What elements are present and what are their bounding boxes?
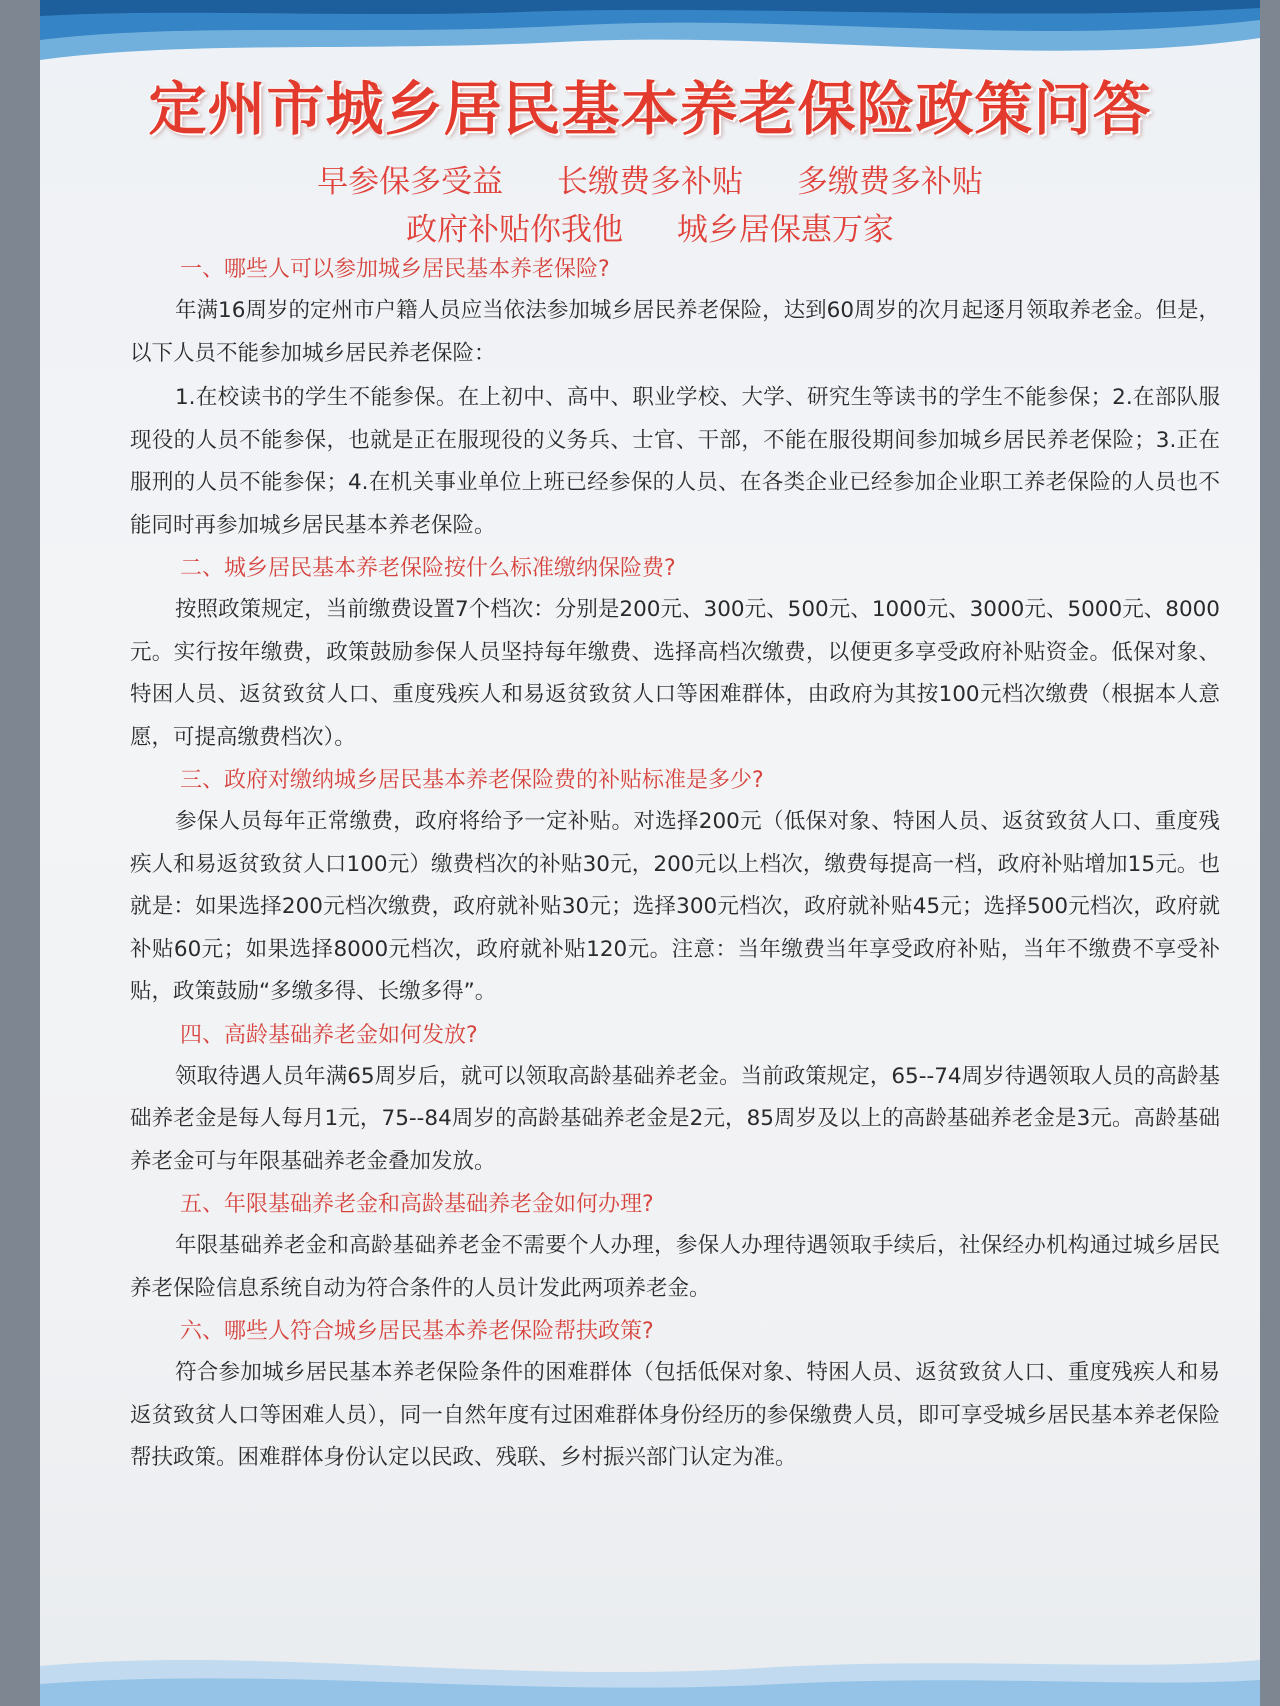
question-heading: 一、哪些人可以参加城乡居民基本养老保险? <box>180 257 610 282</box>
page-title: 定州市城乡居民基本养老保险政策问答 <box>148 75 1152 143</box>
bottom-wave-decoration <box>40 1636 1260 1706</box>
question-heading: 三、政府对缴纳城乡居民基本养老保险费的补贴标准是多少? <box>180 768 764 793</box>
slogan-item: 长缴费多补贴 <box>557 164 743 200</box>
answer-paragraph: 按照政策规定，当前缴费设置7个档次：分别是200元、300元、500元、1000元、3000元、5000元、8000元。实行按年缴费，政策鼓励参保人员坚持每年缴费、选择高档次缴费，以便更多享受政府补贴资金。低保对象、特困人员、返贫致贫人口、重度残疾人和易返贫致贫人口等困难群体，由政府为其按100元档次缴费（根据本人意愿，可提高缴费档次）。 <box>130 597 1220 750</box>
question-heading: 四、高龄基础养老金如何发放? <box>180 1022 478 1048</box>
slogan-item: 早参保多受益 <box>317 164 504 200</box>
answer-paragraph: 符合参加城乡居民基本养老保险条件的困难群体（包括低保对象、特困人员、返贫致贫人口、重度残疾人和易返贫致贫人口等困难人员），同一自然年度有过困难群体身份经历的参保缴费人员，即可享受城乡居民基本养老保险帮扶政策。困难群体身份认定以民政、残联、乡村振兴部门认定为准。 <box>130 1360 1220 1470</box>
answer-paragraph: 1.在校读书的学生不能参保。在上初中、高中、职业学校、大学、研究生等读书的学生不能参保；2.在部队服现役的人员不能参保，也就是正在服现役的义务兵、士官、干部，不能在服役期间参加城乡居民养老保险；3.正在服刑的人员不能参保；4.在机关事业单位上班已经参保的人员、在各类企业已经参加企业职工养老保险的人员也不能同时再参加城乡居民基本养老保险。 <box>130 385 1220 538</box>
poster-sheet <box>40 0 1260 1706</box>
answer-paragraph: 年满16周岁的定州市户籍人员应当依法参加城乡居民养老保险，达到60周岁的次月起逐月领取养老金。但是，以下人员不能参加城乡居民养老保险： <box>130 298 1220 366</box>
question-heading: 六、哪些人符合城乡居民基本养老保险帮扶政策? <box>180 1319 654 1344</box>
question-heading: 五、年限基础养老金和高龄基础养老金如何办理? <box>180 1192 654 1217</box>
slogan-line-2 <box>40 204 1260 249</box>
slogan-item: 多缴费多补贴 <box>796 164 983 200</box>
slogan-line-1 <box>40 156 1260 201</box>
qa-content <box>130 250 1220 1482</box>
answer-paragraph: 参保人员每年正常缴费，政府将给予一定补贴。对选择200元（低保对象、特困人员、返贫致贫人口、重度残疾人和易返贫致贫人口100元）缴费档次的补贴30元，200元以上档次，缴费每提高一档，政府补贴增加15元。也就是：如果选择200元档次缴费，政府就补贴30元；选择300元档次，政府就补贴45元；选择500元档次，政府就补贴60元；如果选择8000元档次，政府就补贴120元。注意：当年缴费当年享受政府补贴，当年不缴费不享受补贴，政策鼓励“多缴多得、长缴多得”。 <box>130 809 1220 1004</box>
question-heading: 二、城乡居民基本养老保险按什么标准缴纳保险费? <box>180 556 676 581</box>
answer-paragraph: 年限基础养老金和高龄基础养老金不需要个人办理，参保人办理待遇领取手续后，社保经办机构通过城乡居民养老保险信息系统自动为符合条件的人员计发此两项养老金。 <box>130 1233 1220 1301</box>
slogan-item: 城乡居保惠万家 <box>676 212 894 248</box>
answer-paragraph: 领取待遇人员年满65周岁后，就可以领取高龄基础养老金。当前政策规定，65--74周岁待遇领取人员的高龄基础养老金是每人每月1元，75--84周岁的高龄基础养老金是2元，85周岁及以上的高龄基础养老金是3元。高龄基础养老金可与年限基础养老金叠加发放。 <box>130 1063 1220 1174</box>
slogan-item: 政府补贴你我他 <box>406 212 624 248</box>
